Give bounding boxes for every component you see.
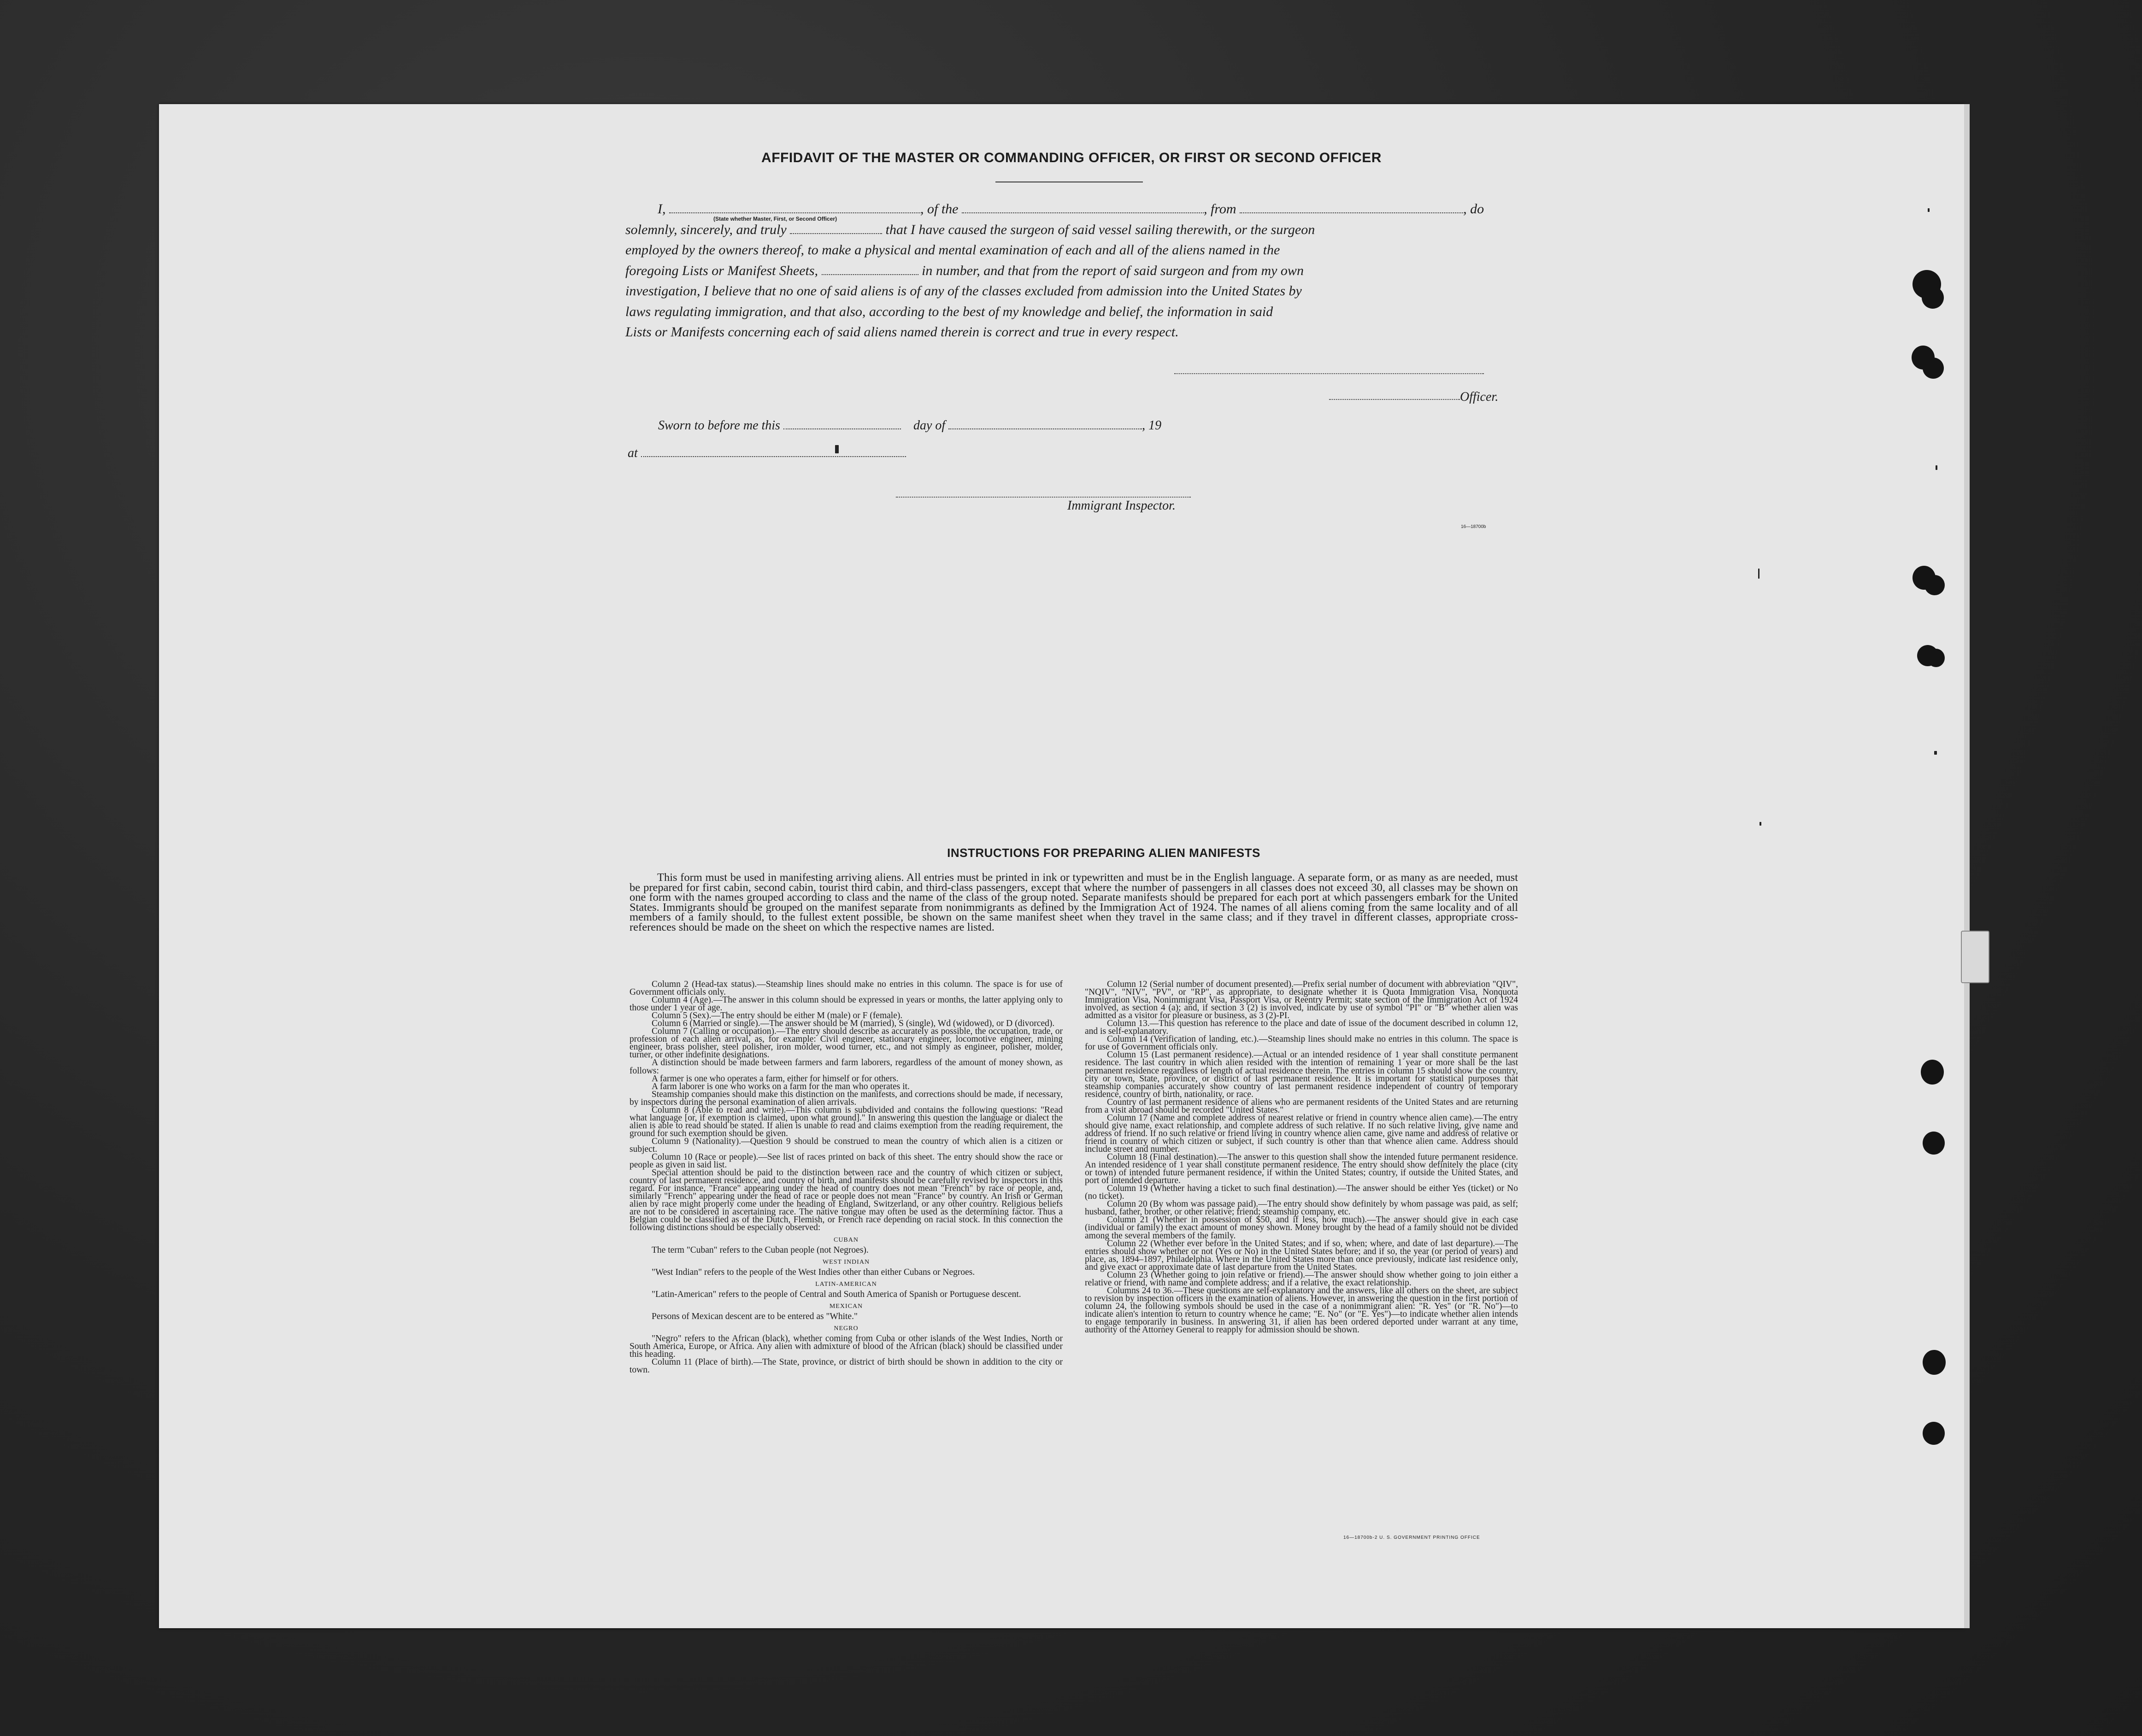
- instruction-paragraph: Column 6 (Married or single).—The answer should be M (married), S (single), Wd (widowed), or D (divorced).: [652, 1019, 1055, 1029]
- affidavit-title: AFFIDAVIT OF THE MASTER OR COMMANDING OFFICER, OR FIRST OR SECOND OFFICER: [761, 150, 1382, 165]
- binder-hole: [1923, 1422, 1945, 1445]
- section-heading: LATIN-AMERICAN: [815, 1280, 877, 1288]
- instruction-paragraph: Column 19 (Whether having a ticket to such final destination).—The answer should be either Yes (ticket) or No (no ticket).: [1085, 1184, 1518, 1202]
- at-line: at: [628, 446, 906, 461]
- affidavit-line-6: laws regulating immigration, and that also, according to the best of my knowledge and belief, the information in said: [625, 304, 1273, 319]
- instruction-paragraph: Column 7 (Calling or occupation).—The entry should describe as accurately as possible, the occupation, trade, or profession of each alien arrival, as, for example: Civil engineer, stationary engineer, locomotive engineer, mining engineer, brass polisher, steel polisher, iron molder, wood turner, etc., and not simply as engineer, polisher, molder, turner, or other indefinite designations.: [630, 1026, 1063, 1060]
- speck: [1760, 822, 1761, 826]
- instruction-paragraph: Special attention should be paid to the distinction between race and the country of which citizen or subject, country of last permanent residence, and country of birth, and manifests should be carefully revised by inspectors in this regard. For instance, "France" appearing under the head of country does not mean "French" by race or people, and, similarly "French" appearing under the head of race or people does not mean "France" by country. An Irish or German alien by race might properly come under the heading of England, Switzerland, or any other country. Religious beliefs are not to be considered in ascertaining race. The native tongue may often be used as the determining factor. Thus a Belgian could be classified as of the Dutch, Flemish, or French race depending on racial stock. In this connection the following distinctions should be especially observed:: [630, 1168, 1063, 1233]
- officer-label: Officer.: [1460, 390, 1499, 404]
- inspector-signature-line[interactable]: [896, 496, 1191, 498]
- instruction-paragraph: A distinction should be made between farmers and farm laborers, regardless of the amount of money shown, as follows:: [630, 1058, 1063, 1076]
- instruction-paragraph: "Latin-American" refers to the people of Central and South America of Spanish or Portuguese descent.: [652, 1289, 1021, 1299]
- section-heading: WEST INDIAN: [822, 1258, 870, 1266]
- instruction-paragraph: Columns 24 to 36.—These questions are self-explanatory and the answers, like all others on the sheet, are subject to revision by inspection officers in the examination of aliens. However, in answering the question in the first portion of column 24, the following symbols should be used in the case of a nonimmigrant alien: "R. Yes" (or "R. No")—to indicate alien's intention to return to country whence he came; "E. No" (or "E. Yes")—to indicate whether alien intends to engage temporarily in business. In answering 31, if alien has been ordered deported under warrant at any time, authority of the Attorney General to reapply for admission should be shown.: [1085, 1285, 1518, 1335]
- instruction-paragraph: Column 23 (Whether going to join relative or friend).—The answer should show whether going to join either a relative or friend, with name and complete address; and if a relative, the exact relationship.: [1085, 1270, 1518, 1288]
- paper-tab: [1961, 931, 1989, 983]
- section-heading: NEGRO: [834, 1325, 859, 1332]
- instruction-paragraph: Column 17 (Name and complete address of nearest relative or friend in country whence alien came).—The entry should give name, exact relationship, and complete address of such relative. If no such relative living, give name and address of friend. If no such relative or friend living in country whence alien came, give name and address of relative or friend in country of which citizen or subject, if such country is other than that whence alien came. Address should include street and number.: [1085, 1113, 1518, 1154]
- instruction-paragraph: Column 20 (By whom was passage paid).—The entry should show definitely by whom passage was paid, as self; husband, father, brother, or other relative; friend; steamship company, etc.: [1085, 1199, 1518, 1217]
- port-from-field[interactable]: [1240, 202, 1463, 213]
- of-the-label: , of the: [920, 201, 959, 217]
- instruction-paragraph: Column 8 (Able to read and write).—This column is subdivided and contains the following questions: "Read what language [or, if exemption is claimed, upon what ground]." In answering this question the language or dialect the alien is able to read should be stated. If alien is unable to read and claims exemption from the reading requirement, the ground for such exemption should be given.: [630, 1105, 1063, 1138]
- vessel-name-field[interactable]: [962, 202, 1204, 213]
- section-heading: MEXICAN: [829, 1302, 863, 1310]
- sheet-count-field[interactable]: [822, 264, 918, 275]
- instruction-paragraph: Column 22 (Whether ever before in the United States; and if so, when; where, and date of last departure).—The entries should show whether or not (Yes or No) in the United States before; and if so, the year (or period of years) and place, as, 1894–1897, Philadelphia. Where in the United States more than once previously, indicate last residence only, and give exact or approximate date of last departure from the United States.: [1085, 1238, 1518, 1272]
- section-heading: CUBAN: [833, 1236, 859, 1243]
- sworn-month-field[interactable]: [948, 418, 1142, 429]
- instruction-paragraph: Column 18 (Final destination).—The answer to this question shall show the intended future permanent residence. An intended residence of 1 year shall constitute permanent residence. The entry should show definitely the place (city or town) of intended future permanent residence, if within the United States; country, if outside the United States, and port of intended departure.: [1085, 1152, 1518, 1186]
- instruction-paragraph: A farm laborer is one who works on a farm for the man who operates it.: [652, 1081, 910, 1091]
- instruction-paragraph: Column 2 (Head-tax status).—Steamship lines should make no entries in this column. The space is for use of Government officials only.: [630, 979, 1063, 997]
- speck: [1934, 751, 1937, 755]
- speck: [1928, 208, 1930, 212]
- instructions-left-column: [630, 980, 1063, 1374]
- speck: [1758, 569, 1760, 579]
- instruction-paragraph: "West Indian" refers to the people of the West Indies other than either Cubans or Negroes.: [652, 1267, 975, 1277]
- affidavit-i: I,: [658, 201, 666, 217]
- instruction-paragraph: Persons of Mexican descent are to be entered as "White.": [652, 1311, 858, 1321]
- instruction-paragraph: Column 10 (Race or people).—See list of races printed on back of this sheet. The entry should show the race or people as given in said list.: [630, 1152, 1063, 1170]
- instruction-paragraph: Column 21 (Whether in possession of $50, and if less, how much).—The answer should give in each case (individual or family) the exact amount of money shown. Money brought by the head of a family should not be divided among the several members of the family.: [1085, 1215, 1518, 1241]
- instruction-paragraph: Steamship companies should make this distinction on the manifests, and corrections should be made, if necessary, by inspectors during the personal examination of alien arrivals.: [630, 1089, 1063, 1107]
- officer-name-field[interactable]: [669, 202, 920, 213]
- instruction-paragraph: Column 11 (Place of birth).—The State, province, or district of birth should be shown in addition to the city or town.: [630, 1357, 1063, 1375]
- instruction-paragraph: A farmer is one who operates a farm, either for himself or for others.: [652, 1073, 899, 1084]
- sworn-line: Sworn to before me this day of , 19: [658, 418, 1162, 433]
- sworn-day-field[interactable]: [783, 418, 901, 429]
- officer-rank-field[interactable]: [790, 223, 882, 234]
- printing-office-code: 16—18700b-2 U. S. GOVERNMENT PRINTING OFFICE: [1343, 1535, 1480, 1540]
- instruction-paragraph: Column 15 (Last permanent residence).—Actual or an intended residence of 1 year shall constitute permanent residence. The last country in which alien resided with the intention of remaining 1 year or more shall be the last permanent residence regardless of length of actual residence therein. The entries in column 15 should show the country, city or town, State, province, or district of last permanent residence. It is important for statistical purposes that steamship companies accurately show country of last permanent residence independent of country of temporary residence, country of birth, nationality, or race.: [1085, 1050, 1518, 1099]
- instruction-paragraph: The term "Cuban" refers to the Cuban people (not Negroes).: [652, 1245, 869, 1255]
- affidavit-line-3: employed by the owners thereof, to make a physical and mental examination of each and all of the aliens named in the: [625, 242, 1280, 258]
- affidavit-line-5: investigation, I believe that no one of said aliens is of any of the classes excluded from admission into the United States by: [625, 283, 1302, 299]
- officer-signature-line[interactable]: [1329, 398, 1460, 400]
- binder-hole: [1923, 1350, 1946, 1375]
- affidavit-line-7: Lists or Manifests concerning each of said aliens named therein is correct and true in every respect.: [625, 324, 1179, 340]
- inspector-label: Immigrant Inspector.: [1067, 499, 1176, 513]
- sworn-place-field[interactable]: [641, 446, 906, 457]
- instruction-paragraph: "Negro" refers to the African (black), whether coming from Cuba or other islands of the West Indies, North or South America, Europe, or Africa. Any alien with admixture of blood of the African (black) should be classified under this heading.: [630, 1333, 1063, 1360]
- instruction-paragraph: Column 5 (Sex).—The entry should be either M (male) or F (female).: [652, 1011, 903, 1021]
- affidavit-line-2: solemnly, sincerely, and truly that I have caused the surgeon of said vessel sailing therewith, or the surgeon: [625, 222, 1315, 237]
- instruction-paragraph: Country of last permanent residence of aliens who are permanent residents of the United States and are returning from a visit abroad should be recorded "United States.": [1085, 1097, 1518, 1115]
- from-label: , from: [1204, 201, 1236, 217]
- instruction-paragraph: Column 14 (Verification of landing, etc.).—Steamship lines should make no entries in this column. The space is for use of Government officials only.: [1085, 1034, 1518, 1052]
- instructions-title: INSTRUCTIONS FOR PREPARING ALIEN MANIFESTS: [947, 846, 1260, 860]
- affidavit-line-4: foregoing Lists or Manifest Sheets, in number, and that from the report of said surgeon and from my own: [625, 263, 1304, 278]
- instruction-paragraph: Column 4 (Age).—The answer in this column should be expressed in years or months, the latter applying only to those under 1 year of age.: [630, 995, 1063, 1013]
- instructions-intro: This form must be used in manifesting arriving aliens. All entries must be printed in ink or typewritten and must be in the English language. A separate form, or as many as are needed, must be prepared for first cabin, second cabin, tourist third cabin, and third-class passengers, except that where the number of passengers in all classes does not exceed 30, all classes may be shown on one form with the names grouped according to class and the name of the class of the group noted. Separate manifests should be prepared for each port at which passengers embark for the United States. Immigrants should be grouped on the manifest separate from nonimmigrants as defined by the Immigration Act of 1924. The names of all aliens coming from the same locality and of all members of a family should, to the fullest extent possible, be shown on the same manifest sheet when they travel in the same class; and if they travel in different classes, appropriate cross-references should be made on the sheet on which the respective names are listed.: [630, 871, 1518, 933]
- sheet-edge: [1964, 104, 1970, 1628]
- do-label: , do: [1463, 201, 1484, 217]
- signature-line[interactable]: [1174, 372, 1484, 374]
- instructions-right-column: [1085, 980, 1518, 1334]
- instruction-paragraph: Column 13.—This question has reference to the place and date of issue of the document described in column 12, and is self-explanatory.: [1085, 1019, 1518, 1037]
- rank-note: (State whether Master, First, or Second Officer): [713, 216, 837, 222]
- binder-hole: [1923, 358, 1944, 379]
- binder-hole: [1922, 287, 1944, 309]
- speck: [1936, 465, 1937, 470]
- form-code: 16—18700b: [1461, 524, 1486, 529]
- instruction-paragraph: Column 9 (Nationality).—Question 9 should be construed to mean the country of which alien is a citizen or subject.: [630, 1136, 1063, 1154]
- binder-hole: [1921, 1060, 1944, 1085]
- instruction-paragraph: Column 12 (Serial number of document presented).—Prefix serial number of document with abbreviation "QIV", "NQIV", "NIV", "PV", or "RP", as appropriate, to designate whether it is Quota Immigration Visa, Nonquota Immigration Visa, Nonimmigrant Visa, Passport Visa, or Reentry Permit; state section of the Immigration Act of 1924 involved, as section 4 (a); and, if section 3 (2) is involved, indicate by use of symbol "PI" or "B" whether alien was admitted as a visitor for pleasure or business, as 3 (2)-PI.: [1085, 979, 1518, 1021]
- binder-hole: [1923, 1132, 1945, 1155]
- binder-hole: [1924, 575, 1945, 595]
- binder-hole: [1927, 649, 1945, 667]
